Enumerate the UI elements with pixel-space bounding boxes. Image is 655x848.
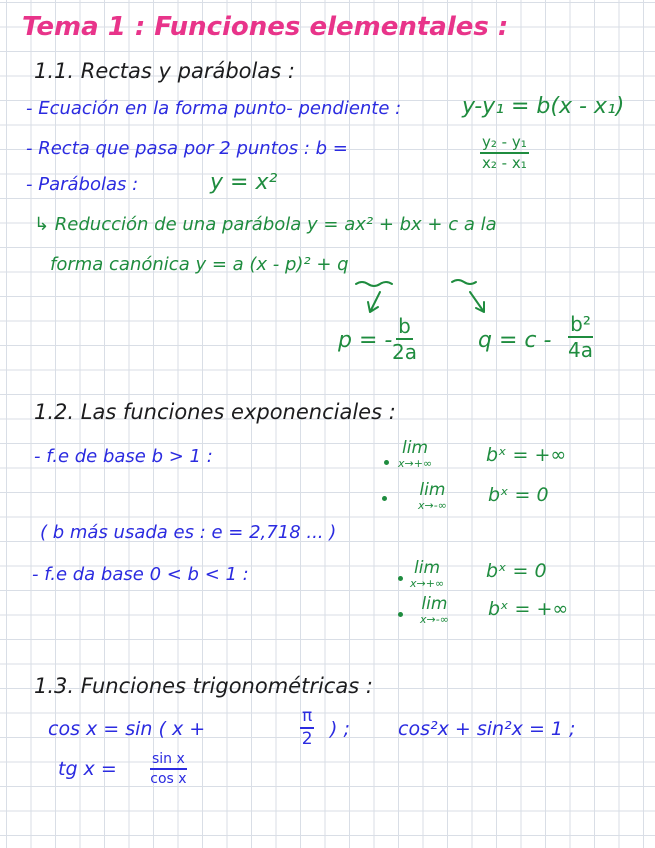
arrow-to-q-icon [470,292,484,312]
bullet-dot [398,576,403,581]
cos-identity-lhs: cos x = sin ( x + [48,718,206,740]
limit-3-rhs: bˣ = 0 [486,560,547,582]
limit-1-sub: x→+∞ [398,457,433,470]
bullet-dot [382,496,387,501]
slope-numerator: y₂ - y₁ [480,135,529,154]
tangent-lhs: tg x = [58,758,117,780]
slope-denominator: x₂ - x₁ [482,154,527,172]
q-formula-lhs: q = c - [478,328,552,353]
pi-over-2-fraction [300,708,314,748]
limit-1 [398,440,432,469]
squiggle-under-q [452,280,476,284]
euler-note: ( b más usada es : e = 2,718 ... ) [40,522,337,543]
limit-2-rhs: bˣ = 0 [488,484,549,506]
slope-fraction [480,135,529,171]
limit-2 [418,482,447,511]
limit-3-word: lim [414,558,441,578]
p-denominator: 2a [392,340,417,364]
p-formula-lhs: p = - [338,328,393,353]
limit-2-word: lim [419,480,446,500]
limit-2-sub: x→-∞ [418,499,447,512]
limit-1-word: lim [402,438,429,458]
section-1-2-heading: 1.2. Las funciones exponenciales : [34,400,396,424]
reduction-line-1: ↳ Reducción de una parábola y = ax² + bx + c a la [34,214,497,235]
tangent-numerator: sin x [150,752,187,770]
tangent-denominator: cos x [150,771,187,787]
limit-3 [410,560,444,589]
limit-3-sub: x→+∞ [410,577,445,590]
pythagorean-identity: cos²x + sin²x = 1 ; [398,718,576,740]
squiggle-under-p [356,282,392,286]
pi-denominator: 2 [301,729,313,749]
page-title: Tema 1 : Funciones elementales : [22,12,509,42]
parabola-formula: y = x² [210,170,278,195]
q-fraction [568,314,593,360]
tangent-fraction [150,752,187,786]
limit-4-word: lim [421,594,448,614]
exp-base-gt1-label: - f.e de base b > 1 : [34,446,213,467]
reduction-line-2: forma canónica y = a (x - p)² + q [50,254,349,275]
q-denominator: 4a [568,338,593,362]
section-1-3-heading: 1.3. Funciones trigonométricas : [34,674,373,698]
limit-4-sub: x→-∞ [420,613,449,626]
q-numerator: b² [570,312,591,336]
point-slope-formula: y-y₁ = b(x - x₁) [462,94,625,119]
arrow-to-p-icon [368,292,380,312]
pi-numerator: π [300,708,314,729]
point-slope-label: - Ecuación en la forma punto- pendiente : [26,98,402,119]
parabola-label: - Parábolas : [26,174,139,195]
limit-4-rhs: bˣ = +∞ [488,598,569,620]
cos-identity-rhs: ) ; [330,718,350,740]
bullet-dot [384,460,389,465]
limit-4 [420,596,449,625]
section-1-1-heading: 1.1. Rectas y parábolas : [34,59,295,83]
p-numerator: b [398,314,411,338]
bullet-dot [398,612,403,617]
two-points-label: - Recta que pasa por 2 puntos : b = [26,138,348,159]
exp-base-lt1-label: - f.e da base 0 < b < 1 : [32,564,249,585]
limit-1-rhs: bˣ = +∞ [486,444,567,466]
p-fraction [392,316,417,362]
